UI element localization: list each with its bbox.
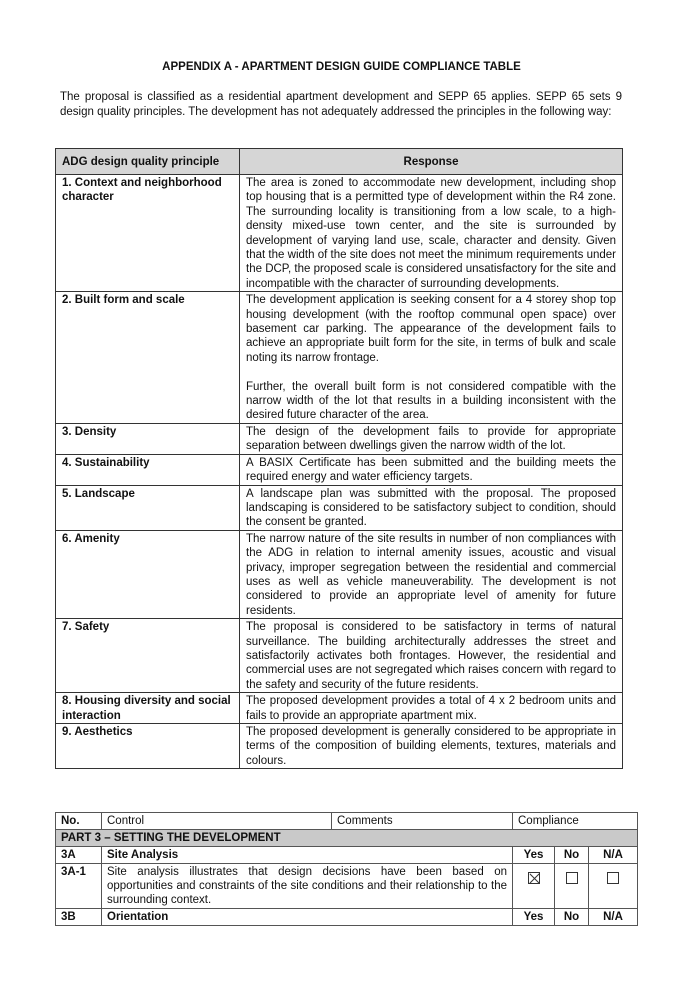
table-row: [56, 175, 623, 292]
principle-cell: 9. Aesthetics: [56, 724, 240, 769]
response-paragraph: A BASIX Certificate has been submitted and the building meets the required energy and water efficiency targets.: [246, 456, 616, 484]
column-header-principle: ADG design quality principle: [56, 149, 240, 175]
response-cell: [240, 530, 623, 618]
response-cell: [240, 454, 623, 485]
table-row: [56, 485, 623, 530]
na-checkbox[interactable]: [607, 872, 619, 884]
yes-checkbox[interactable]: [528, 872, 540, 884]
response-cell: [240, 693, 623, 724]
no-label: No: [555, 847, 589, 864]
section-title: Orientation: [102, 909, 513, 926]
principle-cell: 1. Context and neighborhood character: [56, 175, 240, 292]
table-row: [56, 423, 623, 454]
response-paragraph: The narrow nature of the site results in number of non compliances with the ADG in relation to internal amenity issues, acoustic and visual privacy, improper segregation between the residential and commercial uses as well as vehicle maneuverability. The development is not considered to provide an appropriate level of amenity for future residents.: [246, 532, 616, 617]
response-paragraph: A landscape plan was submitted with the proposal. The proposed landscaping is considered to be satisfactory subject to condition, should the consent be granted.: [246, 487, 616, 529]
principle-cell: 2. Built form and scale: [56, 292, 240, 424]
column-header-control: Control: [102, 813, 332, 830]
section-number: 3B: [56, 909, 102, 926]
yes-label: Yes: [513, 847, 555, 864]
response-cell: [240, 423, 623, 454]
table-row: [56, 724, 623, 769]
section-title: Site Analysis: [102, 847, 513, 864]
response-paragraph: The area is zoned to accommodate new development, including shop top housing that is a permitted type of development within the R4 zone. The surrounding locality is transitioning from a low scale, to a high-density mixed-use town center, and the site is surrounded by development of varying land use, scale, character and density. Given that the width of the site does not meet the minimum requirements under the DCP, the proposed scale is considered unsatisfactory for the site and incompatible with the character of surrounding developments.: [246, 177, 616, 290]
control-number: 3A-1: [56, 864, 102, 909]
adg-compliance-table: [55, 148, 623, 769]
principle-cell: 3. Density: [56, 423, 240, 454]
column-header-comments: Comments: [332, 813, 513, 830]
response-cell: [240, 292, 623, 424]
response-paragraph: The proposal is considered to be satisfactory in terms of natural surveillance. The building architecturally addresses the street and satisfactorily activates both frontages. However, the residential and commercial uses are not segregated which raises concern with regard to the safety and security of the future residents.: [246, 621, 616, 691]
response-cell: [240, 619, 623, 693]
principle-cell: 7. Safety: [56, 619, 240, 693]
table-row: [56, 693, 623, 724]
response-cell: [240, 724, 623, 769]
no-label: No: [555, 909, 589, 926]
response-paragraph: Further, the overall built form is not considered compatible with the narrow width of the lot that results in a building inconsistent with the desired future character of the area.: [246, 380, 616, 422]
response-cell: [240, 485, 623, 530]
control-compliance-table: [55, 812, 638, 926]
principle-cell: 5. Landscape: [56, 485, 240, 530]
response-cell: [240, 175, 623, 292]
column-header-no: No.: [56, 813, 102, 830]
intro-paragraph: The proposal is classified as a residential apartment development and SEPP 65 applies. SEPP 65 sets 9 design quality principles. The development has not adequately addressed the principles in the following way:: [60, 91, 622, 118]
na-label: N/A: [589, 909, 638, 926]
column-header-compliance: Compliance: [513, 813, 638, 830]
response-paragraph: The design of the development fails to provide for appropriate separation between dwellings given the narrow width of the lot.: [246, 425, 616, 453]
principle-cell: 4. Sustainability: [56, 454, 240, 485]
no-checkbox[interactable]: [566, 872, 578, 884]
table-row: [56, 530, 623, 618]
principle-cell: 8. Housing diversity and social interaction: [56, 693, 240, 724]
response-paragraph: The development application is seeking consent for a 4 storey shop top housing development (with the rooftop communal open space) over basement car parking. The appearance of the development fails to achieve an appropriate built form for the site, in terms of bulk and scale noting its narrow frontage.: [246, 294, 616, 364]
control-text: Site analysis illustrates that design decisions have been based on opportunities and constraints of the site conditions and their relationship to the surrounding context.: [102, 864, 513, 909]
part-heading: PART 3 – SETTING THE DEVELOPMENT: [56, 830, 638, 847]
section-number: 3A: [56, 847, 102, 864]
response-paragraph: The proposed development is generally considered to be appropriate in terms of the composition of building elements, textures, materials and colours.: [246, 726, 616, 767]
yes-label: Yes: [513, 909, 555, 926]
principle-cell: 6. Amenity: [56, 530, 240, 618]
na-label: N/A: [589, 847, 638, 864]
table-row: [56, 454, 623, 485]
table-row: [56, 619, 623, 693]
column-header-response: Response: [240, 149, 623, 175]
response-paragraph: The proposed development provides a total of 4 x 2 bedroom units and fails to provide an appropriate apartment mix.: [246, 695, 616, 722]
page-title: APPENDIX A - APARTMENT DESIGN GUIDE COMPLIANCE TABLE: [162, 61, 521, 73]
table-row: [56, 292, 623, 424]
